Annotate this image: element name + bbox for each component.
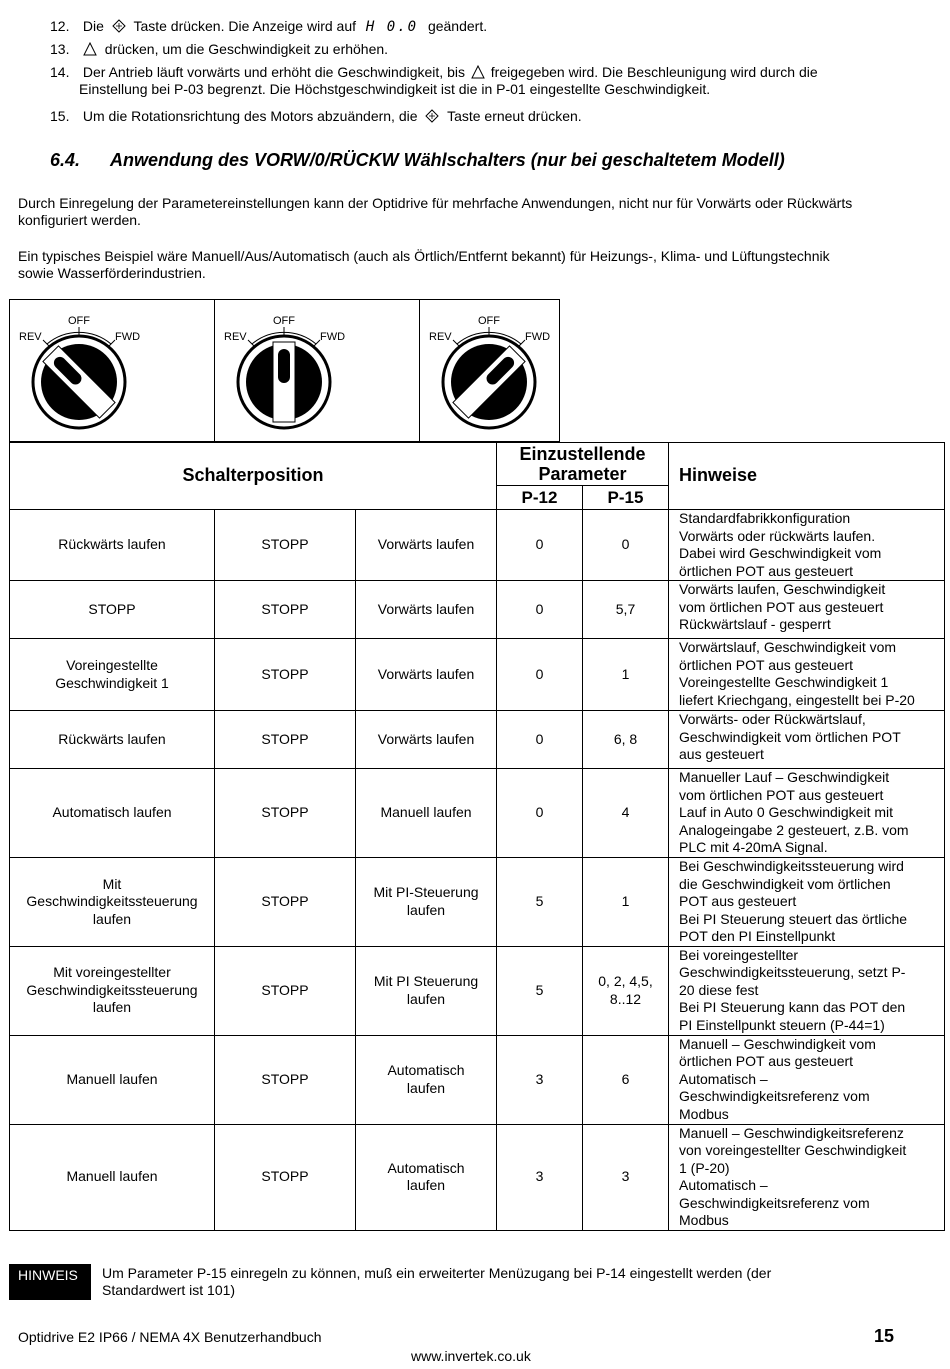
table-row [10, 769, 945, 858]
cell-line: laufen [406, 1177, 446, 1193]
cell-position-2: STOPP [215, 769, 356, 858]
cell-line: von voreingestellter Geschwindigkeit [679, 1142, 907, 1158]
cell-line: örtlichen POT aus gesteuert [679, 1053, 854, 1069]
cell-line: Manuell laufen [66, 1070, 158, 1087]
header-p15: P-15 [583, 486, 669, 510]
table-row [10, 1124, 945, 1230]
cell-line: Automatisch laufen [52, 804, 172, 821]
table-row [10, 946, 945, 1035]
switch-label-off: OFF [68, 315, 90, 327]
cell-line: Manuell laufen [66, 1168, 158, 1185]
cell-position-2: STOPP [215, 946, 356, 1035]
note-label: HINWEIS [9, 1264, 91, 1300]
cell-line: Manuell laufen [380, 804, 472, 821]
cell-p12: 5 [497, 946, 583, 1035]
table-row [10, 1035, 945, 1124]
cell-notes [669, 639, 945, 711]
cell-p15 [583, 581, 669, 639]
cell-position-1 [10, 639, 215, 711]
cell-line: Geschwindigkeitssteuerung [26, 981, 198, 998]
selector-switch-fwd-icon [420, 300, 561, 443]
cell-line: Mit voreingestellter [53, 964, 171, 981]
cell-line: PI Einstellpunkt steuern (P-44=1) [679, 1016, 885, 1033]
selector-switch-rev-icon [10, 300, 215, 443]
cell-line: Mit PI Steuerung [373, 973, 479, 989]
cell-position-3 [356, 946, 497, 1035]
cell-position-3 [356, 581, 497, 639]
cell-position-2: STOPP [215, 581, 356, 639]
switch-illustrations [9, 299, 560, 442]
cell-position-3 [356, 769, 497, 858]
step-14: 14. Der Antrieb läuft vorwärts und erhöht die Geschwindigkeit, bis freigegeben wird. Die Beschleunigung wird durch die Einstellung bei P-03 begrenzt. Die Höchstgeschwindigkeit ist die in P-01 eingestellte Geschwindigkeit. [50, 64, 818, 97]
step-12: 12. Die Taste drücken. Die Anzeige wird auf H 0.0 geändert. [50, 18, 488, 35]
intro-paragraph: Durch Einregelung der Parametereinstellungen kann der Optidrive für mehrfache Anwendungen, nicht nur für Vorwärts oder Rückwärts konfiguriert werden. [18, 195, 853, 228]
cell-line: Bei Geschwindigkeitssteuerung wird [679, 858, 904, 874]
cell-line: Voreingestellte [66, 657, 158, 673]
table-row [10, 639, 945, 711]
cell-line: 6 [621, 1070, 630, 1087]
cell-line: Automatisch [387, 1062, 465, 1078]
cell-position-2: STOPP [215, 711, 356, 769]
cell-position-1 [10, 1035, 215, 1124]
cell-position-3 [356, 1124, 497, 1230]
cell-line: laufen [406, 901, 446, 918]
cell-line: Vorwärts laufen, Geschwindigkeit [679, 581, 886, 597]
cell-p15 [583, 946, 669, 1035]
cell-notes [669, 858, 945, 947]
header-switch-position: Schalterposition [10, 443, 497, 510]
cell-line: 6, 8 [613, 730, 638, 747]
cell-p12: 0 [497, 510, 583, 581]
cell-line: laufen [92, 910, 132, 927]
cell-line: vom örtlichen POT aus gesteuert [679, 786, 884, 803]
parameter-table [9, 442, 945, 1231]
step-13: 13. drücken, um die Geschwindigkeit zu erhöhen. [50, 41, 389, 57]
table-row [10, 581, 945, 639]
switch-fwd-position [419, 299, 560, 442]
cell-position-1 [10, 711, 215, 769]
cell-line: Geschwindigkeitssteuerung [26, 893, 198, 909]
cell-line: Bei voreingestellter [679, 946, 799, 963]
switch-label-rev: REV [224, 331, 247, 343]
cell-line: laufen [406, 990, 446, 1007]
cell-position-3 [356, 639, 497, 711]
step-15: 15. Um die Rotationsrichtung des Motors abzuändern, die Taste erneut drücken. [50, 108, 582, 124]
cell-line: Manuell – Geschwindigkeit vom [679, 1035, 876, 1052]
header-notes: Hinweise [669, 443, 945, 510]
cell-line: Rückwärts laufen [58, 536, 166, 553]
cell-line: Standardfabrikkonfiguration [679, 510, 851, 526]
cell-line: Analogeingabe 2 gesteuert, z.B. vom [679, 821, 909, 838]
cell-p12: 3 [497, 1035, 583, 1124]
cell-line: örtlichen POT aus gesteuert [679, 562, 854, 579]
cell-line: laufen [406, 1079, 446, 1096]
cell-line: 20 diese fest [679, 981, 759, 998]
cell-line: Bei PI Steuerung kann das POT den [679, 999, 906, 1015]
cell-line: Mit PI-Steuerung [373, 884, 479, 901]
cell-line: örtlichen POT aus gesteuert [679, 656, 854, 673]
cell-notes [669, 711, 945, 769]
cell-line: Geschwindigkeitsreferenz vom [679, 1088, 870, 1104]
cell-line: Manuell – Geschwindigkeitsreferenz [679, 1124, 904, 1141]
cell-position-1 [10, 510, 215, 581]
cell-p12: 0 [497, 581, 583, 639]
cell-position-1 [10, 769, 215, 858]
cell-line: Geschwindigkeitssteuerung, setzt P- [679, 964, 906, 980]
switch-label-fwd: FWD [115, 331, 141, 343]
cell-notes [669, 1124, 945, 1230]
cell-notes [669, 946, 945, 1035]
cell-position-3 [356, 711, 497, 769]
cell-position-2: STOPP [215, 510, 356, 581]
cell-p15 [583, 1124, 669, 1230]
cell-line: Modbus [679, 1212, 729, 1228]
cell-line: Geschwindigkeit vom örtlichen POT [679, 728, 901, 745]
cell-line: Geschwindigkeit 1 [55, 674, 169, 691]
up-triangle-icon [83, 42, 97, 56]
cell-line: 0 [621, 536, 630, 553]
cell-position-2: STOPP [215, 639, 356, 711]
cell-line: STOPP [88, 600, 136, 617]
cell-line: 0, 2, 4,5, [598, 973, 653, 989]
cell-line: Automatisch – [679, 1070, 768, 1087]
cell-p12: 5 [497, 858, 583, 947]
table-row [10, 711, 945, 769]
switch-label-off: OFF [273, 315, 295, 327]
cell-position-2: STOPP [215, 1124, 356, 1230]
cell-notes [669, 581, 945, 639]
header-p12: P-12 [497, 486, 583, 510]
selector-switch-off-icon [215, 300, 420, 443]
footer-manual-title: Optidrive E2 IP66 / NEMA 4X Benutzerhandbuch [18, 1329, 322, 1345]
cell-position-1 [10, 858, 215, 947]
cell-position-1 [10, 946, 215, 1035]
cell-notes [669, 769, 945, 858]
switch-off-position [214, 299, 419, 442]
switch-label-fwd: FWD [320, 331, 346, 343]
cell-p15 [583, 711, 669, 769]
cell-line: Vorwärts oder rückwärts laufen. [679, 527, 876, 544]
page-number: 15 [874, 1326, 895, 1346]
note-text: Um Parameter P-15 einregeln zu können, muß ein erweiterter Menüzugang bei P-14 eingestellt werden (der Standardwert ist 101) [102, 1265, 772, 1298]
cell-line: Automatisch [387, 1159, 465, 1176]
cell-line: 1 (P-20) [679, 1159, 730, 1176]
switch-label-rev: REV [19, 331, 42, 343]
footer-url: www.invertek.co.uk [411, 1348, 531, 1364]
cell-notes [669, 1035, 945, 1124]
cell-line: 1 [621, 665, 630, 682]
switch-label-off: OFF [478, 315, 500, 327]
cell-position-3 [356, 1035, 497, 1124]
cell-line: Rückwärts laufen [58, 730, 166, 747]
cell-line: aus gesteuert [679, 746, 764, 762]
cell-line: Vorwärts laufen [377, 536, 475, 553]
switch-rev-position [9, 299, 214, 442]
cell-p15 [583, 858, 669, 947]
cell-line: POT den PI Einstellpunkt [679, 928, 836, 944]
cell-line: Bei PI Steuerung steuert das örtliche [679, 910, 908, 927]
section-heading: 6.4. Anwendung des VORW/0/RÜCKW Wählschalters (nur bei geschaltetem Modell) [50, 150, 785, 170]
cell-line: Vorwärtslauf, Geschwindigkeit vom [679, 639, 897, 655]
cell-line: Lauf in Auto 0 Geschwindigkeit mit [679, 804, 894, 820]
cell-line: Vorwärts- oder Rückwärtslauf, [679, 711, 866, 727]
cell-line: Geschwindigkeitsreferenz vom [679, 1194, 870, 1211]
cell-line: 3 [621, 1168, 630, 1185]
cell-line: die Geschwindigkeit vom örtlichen [679, 875, 891, 892]
cell-p15 [583, 1035, 669, 1124]
cell-line: Vorwärts laufen [377, 665, 475, 682]
cell-p12: 0 [497, 769, 583, 858]
cell-line: Automatisch – [679, 1177, 768, 1193]
cell-p15 [583, 639, 669, 711]
cell-p15 [583, 510, 669, 581]
cell-line: POT aus gesteuert [679, 893, 797, 909]
cell-line: 5,7 [615, 600, 636, 617]
up-triangle-icon [471, 65, 485, 79]
cell-p15 [583, 769, 669, 858]
cell-position-2: STOPP [215, 858, 356, 947]
switch-label-fwd: FWD [525, 331, 551, 343]
cell-notes [669, 510, 945, 581]
cell-position-3 [356, 510, 497, 581]
cell-line: Rückwärtslauf - gesperrt [679, 616, 831, 632]
cell-line: PLC mit 4-20mA Signal. [679, 839, 828, 855]
switch-label-rev: REV [429, 331, 452, 343]
cell-line: 4 [621, 804, 630, 821]
cell-line: Vorwärts laufen [377, 730, 475, 747]
cell-line: Mit [102, 875, 122, 892]
navigate-diamond-icon [112, 19, 126, 33]
cell-line: 8..12 [609, 990, 642, 1007]
cell-line: Vorwärts laufen [377, 600, 475, 617]
cell-p12: 3 [497, 1124, 583, 1230]
cell-line: Voreingestellte Geschwindigkeit 1 [679, 674, 889, 690]
navigate-diamond-icon [425, 109, 439, 123]
cell-position-3 [356, 858, 497, 947]
table-row [10, 510, 945, 581]
cell-p12: 0 [497, 711, 583, 769]
cell-line: liefert Kriechgang, eingestellt bei P-20 [679, 691, 915, 708]
cell-line: Dabei wird Geschwindigkeit vom [679, 545, 882, 561]
cell-line: Modbus [679, 1105, 729, 1122]
cell-p12: 0 [497, 639, 583, 711]
cell-position-1 [10, 1124, 215, 1230]
example-paragraph: Ein typisches Beispiel wäre Manuell/Aus/Automatisch (auch als Örtlich/Entfernt bekannt) für Heizungs-, Klima- und Lüftungstechnik sowie Wasserförderindustrien. [18, 248, 830, 281]
cell-position-2: STOPP [215, 1035, 356, 1124]
header-parameters: Einzustellende Parameter [497, 443, 669, 486]
cell-line: vom örtlichen POT aus gesteuert [679, 598, 884, 615]
cell-line: 1 [621, 893, 630, 909]
table-row [10, 858, 945, 947]
cell-line: Manueller Lauf – Geschwindigkeit [679, 769, 890, 785]
cell-position-1 [10, 581, 215, 639]
cell-line: laufen [92, 999, 132, 1016]
